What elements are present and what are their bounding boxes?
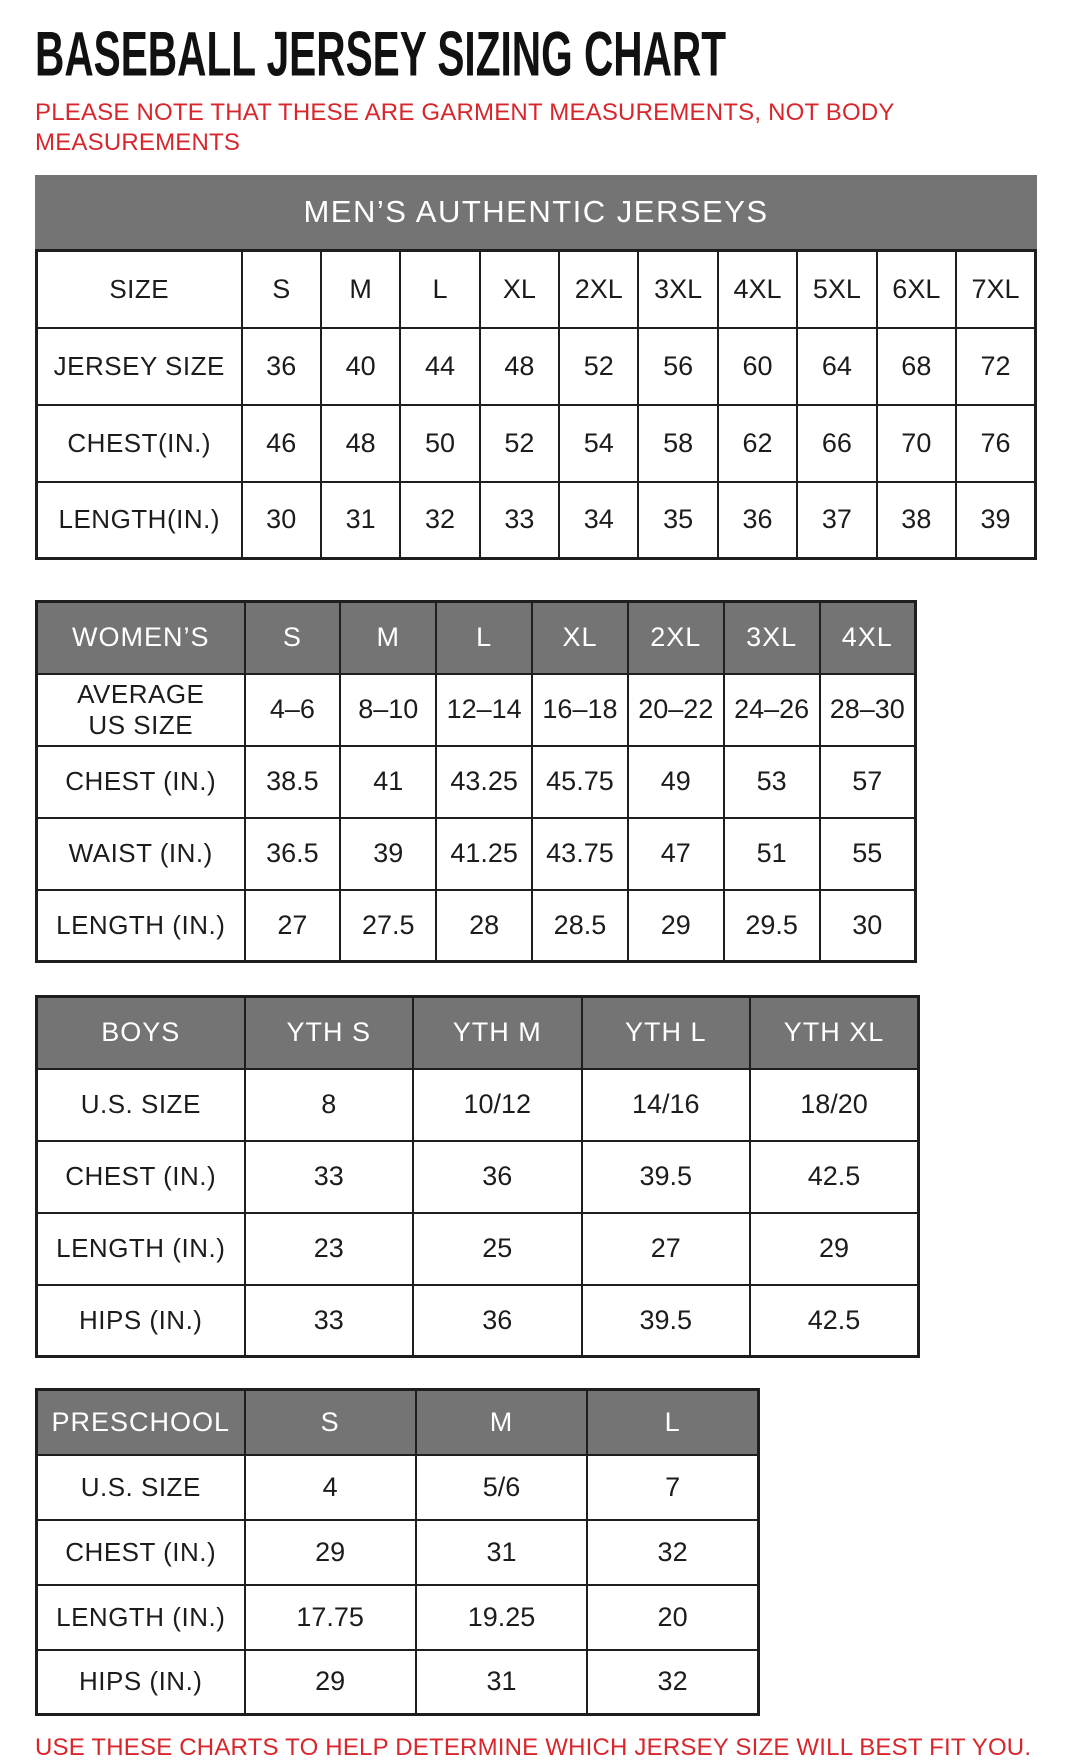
value-cell: 42.5 <box>750 1141 919 1213</box>
size-column-header: M <box>416 1390 587 1455</box>
value-cell: 7XL <box>956 251 1035 328</box>
value-cell: 28.5 <box>532 890 628 962</box>
value-cell: 8 <box>245 1069 414 1141</box>
value-cell: 33 <box>480 482 559 559</box>
value-cell: 32 <box>587 1650 758 1715</box>
value-cell: 54 <box>559 405 638 482</box>
value-cell: 45.75 <box>532 746 628 818</box>
table-row <box>37 1520 759 1585</box>
value-cell: 53 <box>724 746 820 818</box>
table-row <box>37 818 916 890</box>
table-row <box>37 1141 919 1213</box>
table-row <box>37 1650 759 1715</box>
value-cell: 31 <box>416 1520 587 1585</box>
row-label: CHEST(IN.) <box>37 405 242 482</box>
value-cell: 27 <box>245 890 341 962</box>
value-cell: 31 <box>416 1650 587 1715</box>
value-cell: 17.75 <box>245 1585 416 1650</box>
table-header-row <box>37 602 916 674</box>
womens-sizing-table <box>35 600 917 963</box>
table-row <box>37 328 1036 405</box>
value-cell: 20 <box>587 1585 758 1650</box>
value-cell: L <box>400 251 479 328</box>
value-cell: 2XL <box>559 251 638 328</box>
table-row <box>37 1455 759 1520</box>
value-cell: 40 <box>321 328 400 405</box>
value-cell: 4–6 <box>245 674 341 746</box>
value-cell: 66 <box>797 405 876 482</box>
row-label: JERSEY SIZE <box>37 328 242 405</box>
value-cell: 6XL <box>877 251 956 328</box>
value-cell: 39.5 <box>582 1141 751 1213</box>
value-cell: 62 <box>718 405 797 482</box>
value-cell: 4XL <box>718 251 797 328</box>
row-label: CHEST (IN.) <box>37 1141 245 1213</box>
value-cell: 19.25 <box>416 1585 587 1650</box>
value-cell: 30 <box>820 890 916 962</box>
value-cell: 52 <box>559 328 638 405</box>
table-row <box>37 746 916 818</box>
value-cell: 33 <box>245 1285 414 1357</box>
garment-measurement-note: PLEASE NOTE THAT THESE ARE GARMENT MEASUREMENTS, NOT BODY MEASUREMENTS <box>35 99 895 156</box>
page-title: BASEBALL JERSEY SIZING CHART <box>35 19 727 90</box>
table-title-cell: BOYS <box>37 997 245 1069</box>
size-column-header: L <box>587 1390 758 1455</box>
value-cell: 3XL <box>638 251 717 328</box>
value-cell: 29 <box>245 1650 416 1715</box>
value-cell: 44 <box>400 328 479 405</box>
row-label: LENGTH(IN.) <box>37 482 242 559</box>
value-cell: 29 <box>750 1213 919 1285</box>
value-cell: 47 <box>628 818 724 890</box>
value-cell: 27 <box>582 1213 751 1285</box>
value-cell: 56 <box>638 328 717 405</box>
row-label-line: US SIZE <box>88 709 194 740</box>
row-label: HIPS (IN.) <box>37 1650 245 1715</box>
value-cell: 36.5 <box>245 818 341 890</box>
value-cell: 34 <box>559 482 638 559</box>
table-header-row <box>37 1390 759 1455</box>
value-cell: 41.25 <box>436 818 532 890</box>
table-row <box>37 1585 759 1650</box>
value-cell: 38 <box>877 482 956 559</box>
value-cell: 51 <box>724 818 820 890</box>
size-column-header: 3XL <box>724 602 820 674</box>
size-column-header: M <box>340 602 436 674</box>
row-label: U.S. SIZE <box>37 1069 245 1141</box>
value-cell: 20–22 <box>628 674 724 746</box>
size-column-header: L <box>436 602 532 674</box>
value-cell: 29 <box>628 890 724 962</box>
value-cell: 60 <box>718 328 797 405</box>
value-cell: 10/12 <box>413 1069 582 1141</box>
value-cell: 38.5 <box>245 746 341 818</box>
value-cell: 39 <box>956 482 1035 559</box>
value-cell: 68 <box>877 328 956 405</box>
value-cell: 48 <box>321 405 400 482</box>
value-cell: 50 <box>400 405 479 482</box>
value-cell: 28 <box>436 890 532 962</box>
value-cell: 46 <box>242 405 321 482</box>
value-cell: 41 <box>340 746 436 818</box>
preschool-sizing-table <box>35 1388 760 1716</box>
table-row <box>37 1285 919 1357</box>
value-cell: 8–10 <box>340 674 436 746</box>
value-cell: 48 <box>480 328 559 405</box>
value-cell: M <box>321 251 400 328</box>
value-cell: 12–14 <box>436 674 532 746</box>
value-cell: 39.5 <box>582 1285 751 1357</box>
table-header-row <box>37 997 919 1069</box>
value-cell: 52 <box>480 405 559 482</box>
value-cell: 72 <box>956 328 1035 405</box>
value-cell: 4 <box>245 1455 416 1520</box>
size-column-header: YTH M <box>413 997 582 1069</box>
table-row <box>37 482 1036 559</box>
value-cell: 30 <box>242 482 321 559</box>
value-cell: 23 <box>245 1213 414 1285</box>
mens-sizing-table <box>35 249 1037 560</box>
value-cell: 36 <box>242 328 321 405</box>
table-title-cell: PRESCHOOL <box>37 1390 245 1455</box>
size-column-header: 4XL <box>820 602 916 674</box>
value-cell: 49 <box>628 746 724 818</box>
row-label: CHEST (IN.) <box>37 746 245 818</box>
size-column-header: 2XL <box>628 602 724 674</box>
value-cell: 28–30 <box>820 674 916 746</box>
row-label: SIZE <box>37 251 242 328</box>
value-cell: 55 <box>820 818 916 890</box>
table-row <box>37 405 1036 482</box>
table-row <box>37 890 916 962</box>
table-row <box>37 1069 919 1141</box>
row-label: WAIST (IN.) <box>37 818 245 890</box>
row-label-line: AVERAGE <box>77 678 205 709</box>
value-cell: 39 <box>340 818 436 890</box>
value-cell: 37 <box>797 482 876 559</box>
value-cell: 36 <box>413 1285 582 1357</box>
fit-advice-footer: USE THESE CHARTS TO HELP DETERMINE WHICH JERSEY SIZE WILL BEST FIT YOU. <box>35 1734 1032 1761</box>
size-column-header: YTH L <box>582 997 751 1069</box>
row-label: CHEST (IN.) <box>37 1520 245 1585</box>
row-label: U.S. SIZE <box>37 1455 245 1520</box>
size-column-header: S <box>245 1390 416 1455</box>
value-cell: 32 <box>400 482 479 559</box>
value-cell: 36 <box>718 482 797 559</box>
value-cell: 64 <box>797 328 876 405</box>
value-cell: 7 <box>587 1455 758 1520</box>
value-cell: 57 <box>820 746 916 818</box>
row-label: LENGTH (IN.) <box>37 1213 245 1285</box>
table-row <box>37 1213 919 1285</box>
value-cell: 32 <box>587 1520 758 1585</box>
value-cell: 35 <box>638 482 717 559</box>
value-cell: 25 <box>413 1213 582 1285</box>
row-label: LENGTH (IN.) <box>37 890 245 962</box>
value-cell: 27.5 <box>340 890 436 962</box>
row-label <box>37 674 245 746</box>
value-cell: 18/20 <box>750 1069 919 1141</box>
value-cell: 76 <box>956 405 1035 482</box>
value-cell: 33 <box>245 1141 414 1213</box>
value-cell: XL <box>480 251 559 328</box>
value-cell: 58 <box>638 405 717 482</box>
value-cell: 36 <box>413 1141 582 1213</box>
value-cell: 43.75 <box>532 818 628 890</box>
value-cell: 29 <box>245 1520 416 1585</box>
mens-banner-label: MEN’S AUTHENTIC JERSEYS <box>303 194 769 229</box>
size-column-header: S <box>245 602 341 674</box>
value-cell: 14/16 <box>582 1069 751 1141</box>
value-cell: 70 <box>877 405 956 482</box>
table-title-cell: WOMEN’S <box>37 602 245 674</box>
size-column-header: YTH XL <box>750 997 919 1069</box>
row-label: HIPS (IN.) <box>37 1285 245 1357</box>
size-column-header: YTH S <box>245 997 414 1069</box>
boys-sizing-table <box>35 995 920 1358</box>
value-cell: 43.25 <box>436 746 532 818</box>
value-cell: 42.5 <box>750 1285 919 1357</box>
value-cell: 24–26 <box>724 674 820 746</box>
table-row <box>37 674 916 746</box>
value-cell: 16–18 <box>532 674 628 746</box>
table-row <box>37 251 1036 328</box>
mens-authentic-jerseys-banner <box>35 175 1037 249</box>
value-cell: 5/6 <box>416 1455 587 1520</box>
value-cell: 31 <box>321 482 400 559</box>
size-column-header: XL <box>532 602 628 674</box>
value-cell: 29.5 <box>724 890 820 962</box>
row-label: LENGTH (IN.) <box>37 1585 245 1650</box>
value-cell: 5XL <box>797 251 876 328</box>
value-cell: S <box>242 251 321 328</box>
